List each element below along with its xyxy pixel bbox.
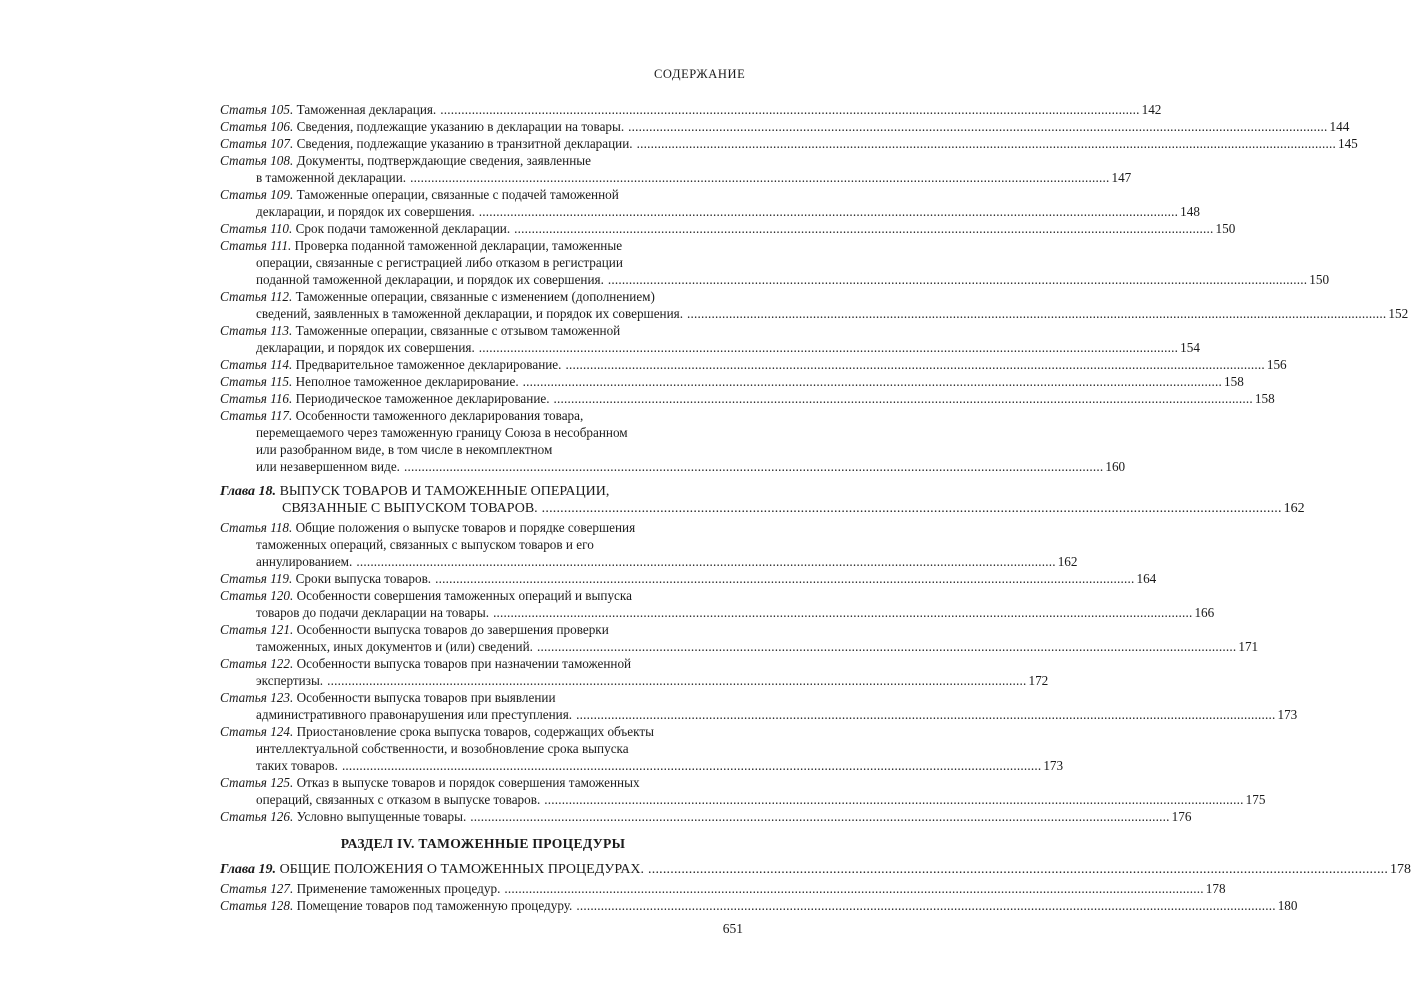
entry-title-line: Особенности выпуска товаров при назначении таможенной xyxy=(296,656,632,671)
entry-title-line: поданной таможенной декларации, и порядок их совершения. xyxy=(256,272,604,287)
entry-title-line: Условно выпущенные товары. xyxy=(296,809,467,824)
toc-article[interactable] xyxy=(220,118,1350,135)
dot-leader: ........................................................................................................................................................................................................ xyxy=(470,809,1170,824)
entry-label: Глава 19. xyxy=(220,862,277,877)
entry-title-line: Помещение товаров под таможенную процедуру. xyxy=(296,898,573,913)
dot-leader: ........................................................................................................................................................................................................ xyxy=(410,170,1110,185)
toc-chapter[interactable] xyxy=(220,861,1411,878)
toc-article[interactable] xyxy=(220,621,1259,655)
entry-label: Статья 114. xyxy=(220,357,293,372)
toc-chapter[interactable] xyxy=(220,483,1305,517)
running-header: СОДЕРЖАНИЕ xyxy=(654,67,746,81)
entry-title-line: таких товаров. xyxy=(256,758,338,773)
entry-label: Статья 110. xyxy=(220,221,293,236)
entry-title-line: Срок подачи таможенной декларации. xyxy=(295,221,511,236)
entry-page-number: 158 xyxy=(1254,391,1275,406)
toc-article[interactable] xyxy=(220,390,1275,407)
entry-label: Статья 113. xyxy=(220,323,293,338)
entry-page-number: 175 xyxy=(1245,792,1266,807)
toc-article[interactable] xyxy=(220,101,1162,118)
entry-page-number: 145 xyxy=(1337,136,1358,151)
entry-title-line: сведений, заявленных в таможенной декларации, и порядок их совершения. xyxy=(256,306,684,321)
entry-label: Статья 125. xyxy=(220,775,294,790)
dot-leader: ........................................................................................................................................................................................................ xyxy=(435,571,1135,586)
entry-title-line: Особенности таможенного декларирования товара, xyxy=(295,408,584,423)
toc-article[interactable] xyxy=(220,519,1078,570)
toc-article[interactable] xyxy=(220,152,1132,186)
toc-article[interactable] xyxy=(220,237,1330,288)
dot-leader: ........................................................................................................................................................................................................ xyxy=(440,102,1140,117)
dot-leader: ........................................................................................................................................................................................................ xyxy=(565,357,1265,372)
dot-leader: ........................................................................................................................................................................................................ xyxy=(536,639,1237,654)
entry-title-line: таможенных, иных документов и (или) сведений. xyxy=(256,639,533,654)
entry-label: Статья 123. xyxy=(220,690,294,705)
dot-leader: ........................................................................................................................................................................................................ xyxy=(607,272,1308,287)
entry-page-number: 173 xyxy=(1277,707,1298,722)
toc-article[interactable] xyxy=(220,587,1215,621)
entry-title-line: Таможенные операции, связанные с подачей таможенной xyxy=(296,187,619,202)
entry-label: Статья 126. xyxy=(220,809,294,824)
entry-title-line: Особенности выпуска товаров при выявлении xyxy=(296,690,556,705)
entry-page-number: 162 xyxy=(1057,554,1078,569)
entry-page-number: 147 xyxy=(1111,170,1132,185)
entry-page-number: 171 xyxy=(1238,639,1259,654)
entry-label: Статья 127. xyxy=(220,881,294,896)
entry-title-line: аннулированием. xyxy=(256,554,353,569)
toc-article[interactable] xyxy=(220,220,1236,237)
entry-page-number: 150 xyxy=(1215,221,1236,236)
entry-page-number: 158 xyxy=(1224,374,1244,389)
dot-leader: ........................................................................................................................................................................................................ xyxy=(648,862,1389,877)
entry-page-number: 152 xyxy=(1388,306,1409,321)
dot-leader: ........................................................................................................................................................................................................ xyxy=(576,898,1276,913)
entry-title-line: перемещаемого через таможенную границу Союза в несобранном xyxy=(256,425,628,440)
entry-title-line: административного правонарушения или преступления. xyxy=(256,707,573,722)
entry-title-line: Сведения, подлежащие указанию в декларации на товары. xyxy=(296,119,625,134)
entry-title-line: ВЫПУСК ТОВАРОВ И ТАМОЖЕННЫЕ ОПЕРАЦИИ, xyxy=(279,484,610,499)
dot-leader: ........................................................................................................................................................................................................ xyxy=(553,391,1253,406)
dot-leader: ........................................................................................................................................................................................................ xyxy=(522,374,1222,389)
toc-article[interactable] xyxy=(220,407,1126,475)
entry-page-number: 164 xyxy=(1136,571,1157,586)
entry-page-number: 178 xyxy=(1205,881,1226,896)
entry-page-number: 173 xyxy=(1043,758,1064,773)
entry-title-line: Особенности совершения таможенных операций и выпуска xyxy=(296,588,632,603)
entry-page-number: 160 xyxy=(1105,459,1126,474)
entry-title-line: Неполное таможенное декларирование. xyxy=(295,374,519,389)
entry-page-number: 178 xyxy=(1390,862,1411,877)
entry-title-line: или разобранном виде, в том числе в некомплектном xyxy=(256,442,553,457)
entry-title-line: Сведения, подлежащие указанию в транзитной декларации. xyxy=(296,136,633,151)
entry-page-number: 180 xyxy=(1277,898,1298,913)
section-heading: РАЗДЕЛ IV. ТАМОЖЕННЫЕ ПРОЦЕДУРЫ xyxy=(340,836,626,851)
toc-article[interactable] xyxy=(220,689,1298,723)
entry-label: Статья 107. xyxy=(220,136,294,151)
entry-title-line: Таможенные операции, связанные с изменением (дополнением) xyxy=(295,289,655,304)
entry-label: Статья 119. xyxy=(220,571,293,586)
dot-leader: ........................................................................................................................................................................................................ xyxy=(514,221,1214,236)
dot-leader: ........................................................................................................................................................................................................ xyxy=(636,136,1336,151)
entry-title-line: декларации, и порядок их совершения. xyxy=(256,204,475,219)
toc-article[interactable] xyxy=(220,655,1049,689)
entry-label: Статья 109. xyxy=(220,187,294,202)
entry-page-number: 142 xyxy=(1141,102,1162,117)
dot-leader: ........................................................................................................................................................................................................ xyxy=(478,340,1179,355)
dot-leader: ........................................................................................................................................................................................................ xyxy=(356,554,1056,569)
entry-label: Статья 105. xyxy=(220,102,294,117)
entry-title-line: Особенности выпуска товаров до завершения проверки xyxy=(296,622,609,637)
entry-title-line: товаров до подачи декларации на товары. xyxy=(256,605,490,620)
entry-title-line: Общие положения о выпуске товаров и порядке совершения xyxy=(295,520,636,535)
entry-page-number: 154 xyxy=(1180,340,1200,355)
dot-leader: ........................................................................................................................................................................................................ xyxy=(341,758,1042,773)
entry-page-number: 144 xyxy=(1329,119,1350,134)
entry-label: Статья 116. xyxy=(220,391,293,406)
entry-title-line: Сроки выпуска товаров. xyxy=(295,571,432,586)
dot-leader: ........................................................................................................................................................................................................ xyxy=(687,306,1387,321)
entry-title-line: декларации, и порядок их совершения. xyxy=(256,340,475,355)
entry-page-number: 162 xyxy=(1283,501,1305,516)
entry-page-number: 150 xyxy=(1309,272,1330,287)
table-of-contents xyxy=(220,101,1411,914)
entry-title-line: Периодическое таможенное декларирование. xyxy=(295,391,550,406)
entry-title-line: Таможенные операции, связанные с отзывом таможенной xyxy=(295,323,621,338)
toc-article[interactable] xyxy=(220,356,1287,373)
entry-title-line: экспертизы. xyxy=(256,673,324,688)
entry-label: Статья 106. xyxy=(220,119,294,134)
dot-leader: ........................................................................................................................................................................................................ xyxy=(493,605,1193,620)
toc-article[interactable] xyxy=(220,774,1266,808)
entry-title-line: интеллектуальной собственности, и возобновление срока выпуска xyxy=(256,741,629,756)
entry-title-line: или незавершенном виде. xyxy=(256,459,400,474)
entry-title-line: Таможенная декларация. xyxy=(296,102,437,117)
dot-leader: ........................................................................................................................................................................................................ xyxy=(504,881,1204,896)
toc-article[interactable] xyxy=(220,186,1200,220)
entry-label: Статья 121. xyxy=(220,622,294,637)
page-number: 651 xyxy=(722,921,743,936)
dot-leader: ........................................................................................................................................................................................................ xyxy=(327,673,1027,688)
toc-article[interactable] xyxy=(220,322,1200,356)
entry-label: Глава 18. xyxy=(220,484,277,499)
entry-label: Статья 115. xyxy=(220,374,293,389)
entry-title-line: таможенных операций, связанных с выпуском товаров и его xyxy=(256,537,594,552)
entry-label: Статья 128. xyxy=(220,898,294,913)
dot-leader: ........................................................................................................................................................................................................ xyxy=(478,204,1179,219)
entry-label: Статья 117. xyxy=(220,408,293,423)
entry-page-number: 156 xyxy=(1266,357,1287,372)
entry-page-number: 172 xyxy=(1028,673,1049,688)
entry-label: Статья 120. xyxy=(220,588,294,603)
entry-title-line: Документы, подтверждающие сведения, заявленные xyxy=(296,153,591,168)
toc-article[interactable] xyxy=(220,880,1226,897)
entry-page-number: 166 xyxy=(1194,605,1215,620)
toc-article[interactable] xyxy=(220,288,1409,322)
entry-title-line: ОБЩИЕ ПОЛОЖЕНИЯ О ТАМОЖЕННЫХ ПРОЦЕДУРАХ. xyxy=(279,862,645,877)
toc-article[interactable] xyxy=(220,723,1064,774)
entry-title-line: операций, связанных с отказом в выпуске товаров. xyxy=(256,792,541,807)
entry-title-line: Применение таможенных процедур. xyxy=(296,881,501,896)
entry-label: Статья 111. xyxy=(220,238,292,253)
entry-label: Статья 112. xyxy=(220,289,293,304)
dot-leader: ........................................................................................................................................................................................................ xyxy=(541,501,1282,516)
dot-leader: ........................................................................................................................................................................................................ xyxy=(576,707,1276,722)
toc-article[interactable] xyxy=(220,135,1358,152)
entry-title-line: Приостановление срока выпуска товаров, содержащих объекты xyxy=(296,724,654,739)
dot-leader: ........................................................................................................................................................................................................ xyxy=(544,792,1244,807)
entry-page-number: 176 xyxy=(1171,809,1192,824)
entry-label: Статья 108. xyxy=(220,153,294,168)
entry-label: Статья 122. xyxy=(220,656,294,671)
entry-label: Статья 118. xyxy=(220,520,293,535)
entry-title-line: Предварительное таможенное декларирование. xyxy=(295,357,562,372)
entry-title-line: операции, связанные с регистрацией либо отказом в регистрации xyxy=(256,255,623,270)
dot-leader: ........................................................................................................................................................................................................ xyxy=(628,119,1328,134)
toc-article[interactable] xyxy=(220,373,1244,390)
entry-title-line: СВЯЗАННЫЕ С ВЫПУСКОМ ТОВАРОВ. xyxy=(282,501,538,516)
toc-article[interactable] xyxy=(220,808,1192,825)
entry-title-line: Проверка поданной таможенной декларации, таможенные xyxy=(294,238,623,253)
toc-article[interactable] xyxy=(220,570,1157,587)
toc-article[interactable] xyxy=(220,897,1298,914)
entry-label: Статья 124. xyxy=(220,724,294,739)
dot-leader: ........................................................................................................................................................................................................ xyxy=(403,459,1104,474)
entry-title-line: в таможенной декларации. xyxy=(256,170,407,185)
entry-page-number: 148 xyxy=(1180,204,1200,219)
entry-title-line: Отказ в выпуске товаров и порядок совершения таможенных xyxy=(296,775,640,790)
